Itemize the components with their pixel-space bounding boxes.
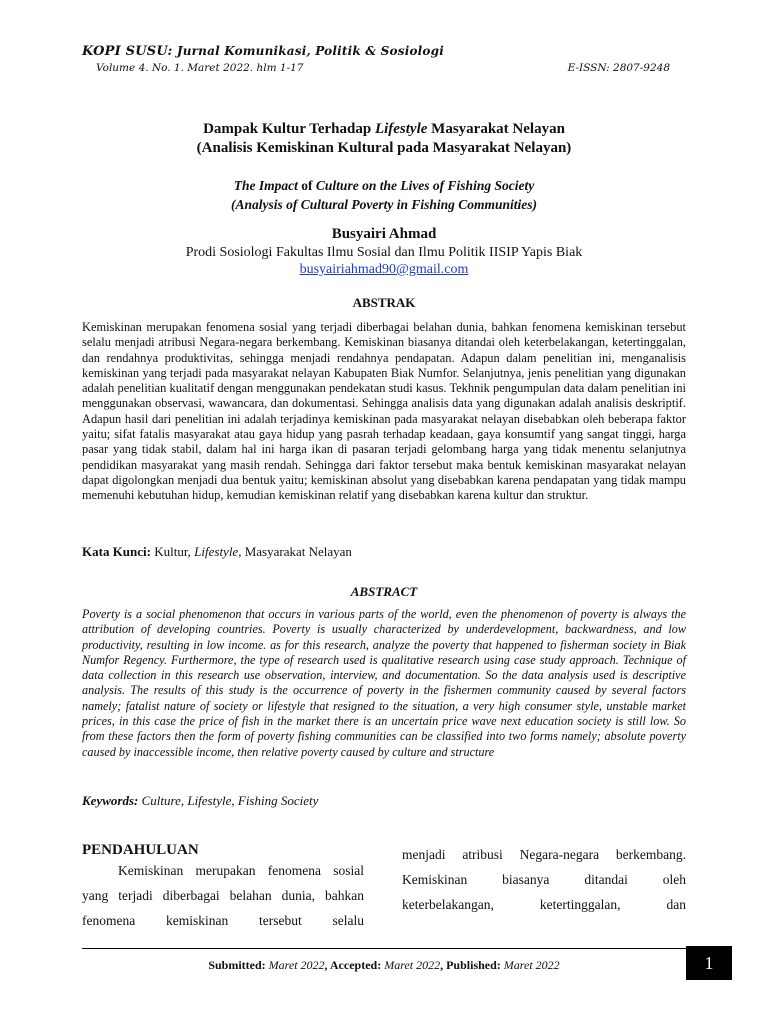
title-en-post: Culture on the Lives of Fishing Society <box>312 178 535 193</box>
abstrak-body: Kemiskinan merupakan fenomena sosial yang terjadi diberbagai belahan dunia, bahkan fenomena kemiskinan tersebut selalu menjadi atribusi Negara-negara berkembang. Kemiskinan biasanya ditandai oleh keterbelakangan, ketertinggalan, dan rendahnya produktivitas, sehingga menjadi rendahnya pendapatan. Adapun dalam penelitian ini, menganalisis kemiskinan yang terjadi pada masyarakat nelayan Kabupaten Biak Numfor. Selanjutnya, jenis penelitian yang digunakan adalah penelitian kualitatif dengan menggunakan pendekatan studi kasus. Tekhnik pengumpulan data dalam penelitian ini menggunakan observasi, wawancara, dan dokumentasi. Sehingga analisis data yang digunakan adalah analisis deskriptif. Adapun hasil dari penelitian ini adalah terjadinya kemiskinan pada masyarakat nelayan disebabkan oleh beberapa faktor yaitu; sifat fatalis masyarakat atau gaya hidup yang pasrah terhadap keadaan, gaya konsumtif yang sangat tinggi, harga pasar yang tidak stabil, dalam hal ini harga ikan di pasaran terjadi gelombang harga yang tidak menentu selanjutnya pendidikan masyarakat yang masih rendah. Sehingga dari faktor tersebut maka bentuk kemiskinan masyarakat nelayan dapat digolongkan menjadi dua bentuk yaitu; kemiskinan absolut yang disebabkan karena pendapatan yang tidak mampu memenuhi kebutuhan hidup, kemudian kemiskinan relatif yang disebabkan karena kultur dan struktur. <box>82 320 686 503</box>
footer-divider <box>82 948 686 949</box>
title-id-post: Masyarakat Nelayan <box>427 121 565 137</box>
intro-left-text: Kemiskinan merupakan fenomena sosial yang terjadi diberbagai belahan dunia, bahkan fenomena kemiskinan tersebut selalu <box>82 863 364 928</box>
keywords-label: Keywords: <box>82 793 139 808</box>
kata-kunci-b: , Masyarakat Nelayan <box>238 544 352 559</box>
title-en-pre: The Impact <box>233 178 302 193</box>
journal-abbr: KOPI SUSU: <box>82 44 173 59</box>
title-en-line2: (Analysis of Cultural Poverty in Fishing Communities) <box>230 197 538 212</box>
intro-right-column <box>402 842 686 917</box>
intro-left-column <box>82 858 364 933</box>
published-label: , Published: <box>440 958 501 972</box>
accepted-date: Maret 2022 <box>381 958 441 972</box>
abstract-body: Poverty is a social phenomenon that occurs in various parts of the world, even the phenomenon of poverty is always the attribution of developing countries. Poverty is usually characterized by underdevelopment, backwardness, and low productivity, resulting in low income. as for this research, analyze the poverty that happened to fisherman society in Biak Numfor Regency. Furthermore, the type of research used is qualitative research using case study approach. Technique of data collection in this research use observation, interview, and documentation. So the data analysis used is descriptive analysis. The results of this study is the occurrence of poverty in the fishermen community caused by several factors namely; fatalist nature of society or lifestyle that resigned to the situation, a very high consumer style, unstable market prices, in this case the price of fish in the market there is an uncertain price wave next education society is still low. So from these factors then the form of poverty fishing communities can be classified into two forms namely; absolute poverty caused by inaccessible income, then relative poverty caused by culture and structure <box>82 607 686 759</box>
title-id-line1 <box>0 120 768 139</box>
title-id-italic: Lifestyle <box>374 121 428 137</box>
keywords-values: Culture, Lifestyle, Fishing Society <box>138 793 319 808</box>
author-affiliation: Prodi Sosiologi Fakultas Ilmu Sosial dan Ilmu Politik IISIP Yapis Biak <box>185 245 583 260</box>
abstrak-heading: ABSTRAK <box>352 295 416 310</box>
submitted-date: Maret 2022 <box>265 958 325 972</box>
title-id-line2: (Analisis Kemiskinan Kultural pada Masyarakat Nelayan) <box>196 140 572 156</box>
submitted-label: Submitted: <box>208 958 266 972</box>
keywords-en <box>82 793 318 809</box>
footer-dates <box>82 958 686 973</box>
journal-issn: E-ISSN: 2807-9248 <box>567 62 670 74</box>
published-date: Maret 2022 <box>500 958 560 972</box>
journal-full-name: Jurnal Komunikasi, Politik & Sosiologi <box>176 44 444 58</box>
title-indonesian <box>0 120 768 158</box>
journal-volume: Volume 4. No. 1. Maret 2022. hlm 1-17 <box>96 62 304 74</box>
title-en-line1 <box>0 176 768 195</box>
accepted-label: , Accepted: <box>324 958 382 972</box>
author-email-link[interactable]: busyairiahmad90@gmail.com <box>299 262 469 277</box>
kata-kunci <box>82 544 352 560</box>
abstract-heading: ABSTRACT <box>350 584 418 599</box>
section-heading-pendahuluan: PENDAHULUAN <box>82 842 199 858</box>
title-id-pre: Dampak Kultur Terhadap <box>203 121 375 137</box>
intro-right-text: menjadi atribusi Negara-negara berkembang. Kemiskinan biasanya ditandai oleh keterbelakangan, ketertinggalan, dan <box>402 847 686 912</box>
journal-name <box>82 44 444 59</box>
kata-kunci-a: Kultur, <box>150 544 195 559</box>
kata-kunci-italic: Lifestyle <box>194 544 239 559</box>
author-name: Busyairi Ahmad <box>331 226 437 242</box>
title-english <box>0 176 768 214</box>
title-en-of: of <box>301 178 313 193</box>
kata-kunci-label: Kata Kunci: <box>82 544 151 559</box>
page-number: 1 <box>686 946 732 980</box>
